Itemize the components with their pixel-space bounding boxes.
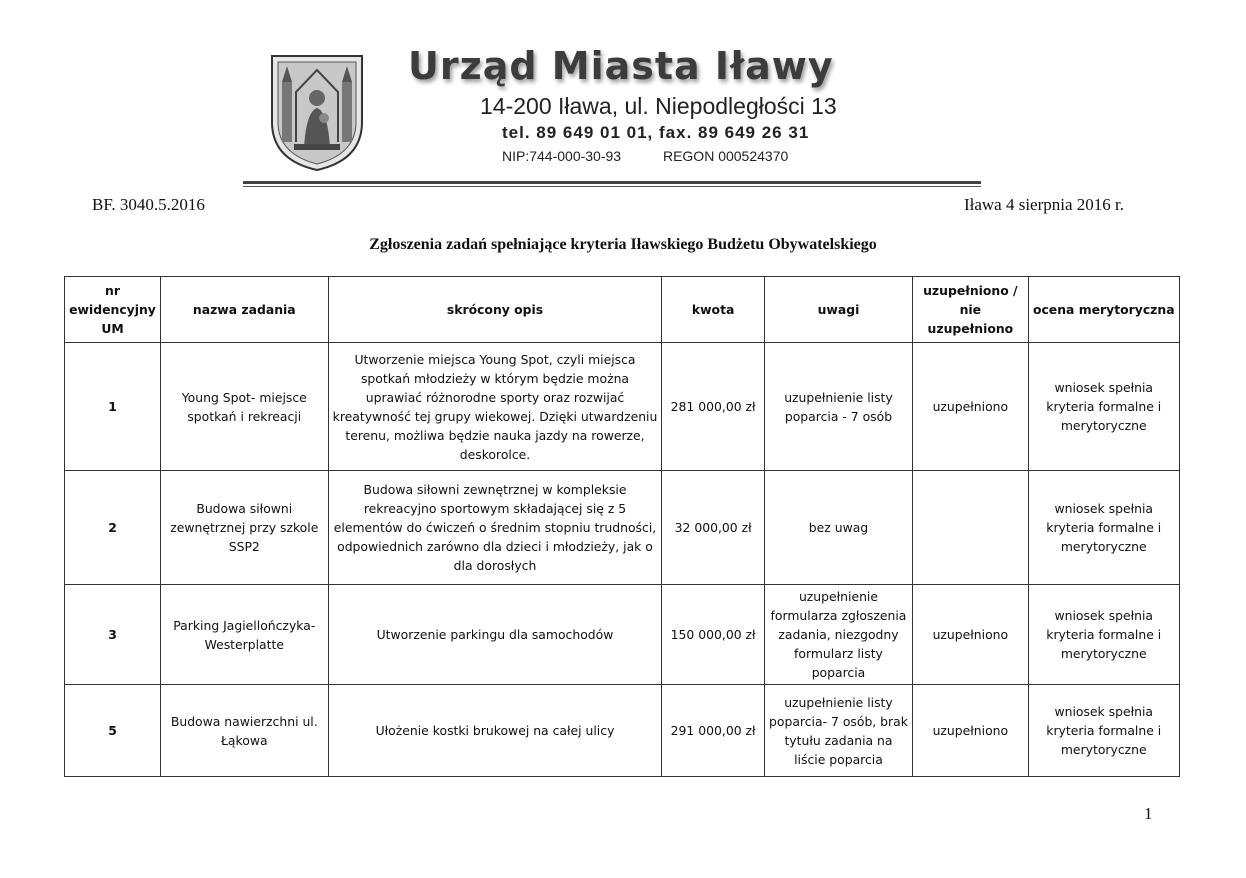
organization-address: 14-200 Iława, ul. Niepodległości 13 bbox=[480, 93, 837, 119]
column-header-amount: kwota bbox=[662, 277, 764, 343]
cell-nr: 1 bbox=[65, 343, 161, 471]
document-date: Iława 4 sierpnia 2016 r. bbox=[963, 195, 1124, 214]
cell-status: uzupełniono bbox=[913, 685, 1028, 777]
tasks-table bbox=[64, 276, 1180, 777]
table-row bbox=[65, 585, 1180, 685]
column-header-remarks: uwagi bbox=[764, 277, 912, 343]
cell-task-name: Budowa nawierzchni ul. Łąkowa bbox=[161, 685, 328, 777]
organization-ids bbox=[502, 148, 788, 164]
cell-task-name: Budowa siłowni zewnętrznej przy szkole SSP2 bbox=[161, 471, 328, 585]
cell-amount: 150 000,00 zł bbox=[662, 585, 764, 685]
cell-evaluation: wniosek spełnia kryteria formalne i merytoryczne bbox=[1028, 685, 1179, 777]
cell-remarks: uzupełnienie listy poparcia - 7 osób bbox=[764, 343, 912, 471]
city-crest-logo bbox=[268, 52, 366, 172]
letterhead-divider bbox=[243, 181, 981, 184]
cell-nr: 2 bbox=[65, 471, 161, 585]
cell-status: uzupełniono bbox=[913, 343, 1028, 471]
cell-description: Ułożenie kostki brukowej na całej ulicy bbox=[328, 685, 662, 777]
cell-task-name: Young Spot- miejsce spotkań i rekreacji bbox=[161, 343, 328, 471]
cell-nr: 5 bbox=[65, 685, 161, 777]
cell-evaluation: wniosek spełnia kryteria formalne i merytoryczne bbox=[1028, 343, 1179, 471]
document-reference: BF. 3040.5.2016 bbox=[92, 195, 205, 214]
regon-number: REGON 000524370 bbox=[662, 148, 789, 164]
cell-status bbox=[913, 471, 1028, 585]
cell-remarks: bez uwag bbox=[764, 471, 912, 585]
cell-status: uzupełniono bbox=[913, 585, 1028, 685]
cell-nr: 3 bbox=[65, 585, 161, 685]
table-row bbox=[65, 685, 1180, 777]
organization-phone-fax: tel. 89 649 01 01, fax. 89 649 26 31 bbox=[502, 123, 810, 142]
column-header-description: skrócony opis bbox=[328, 277, 662, 343]
cell-task-name: Parking Jagiellończyka- Westerplatte bbox=[161, 585, 328, 685]
organization-name: Urząd Miasta Iławy bbox=[408, 44, 834, 88]
column-header-evaluation: ocena merytoryczna bbox=[1028, 277, 1179, 343]
cell-description: Budowa siłowni zewnętrznej w kompleksie rekreacyjno sportowym składającej się z 5 elementów do ćwiczeń o średnim stopniu trudności, odpowiednich zarówno dla dzieci i młodzieży, jak o dla dorosłych bbox=[328, 471, 662, 585]
letterhead-divider-thin bbox=[243, 186, 981, 187]
cell-description: Utworzenie miejsca Young Spot, czyli miejsca spotkań młodzieży w którym będzie można uprawiać różnorodne sporty oraz rozwijać kreatywność tej grupy wiekowej. Dzięki utwardzeniu terenu, możliwa będzie nauka jazdy na rowerze, deskorolce. bbox=[328, 343, 662, 471]
cell-remarks: uzupełnienie formularza zgłoszenia zadania, niezgodny formularz listy poparcia bbox=[764, 585, 912, 685]
document-title: Zgłoszenia zadań spełniające kryteria Iławskiego Budżetu Obywatelskiego bbox=[369, 236, 877, 253]
cell-evaluation: wniosek spełnia kryteria formalne i merytoryczne bbox=[1028, 585, 1179, 685]
cell-amount: 281 000,00 zł bbox=[662, 343, 764, 471]
column-header-nr: nr ewidencyjny UM bbox=[65, 277, 161, 343]
cell-evaluation: wniosek spełnia kryteria formalne i merytoryczne bbox=[1028, 471, 1179, 585]
cell-remarks: uzupełnienie listy poparcia- 7 osób, brak tytułu zadania na liście poparcia bbox=[764, 685, 912, 777]
cell-amount: 291 000,00 zł bbox=[662, 685, 764, 777]
nip-number: NIP:744-000-30-93 bbox=[502, 148, 622, 164]
page-number: 1 bbox=[1144, 804, 1153, 823]
cell-amount: 32 000,00 zł bbox=[662, 471, 764, 585]
table-header-row bbox=[65, 277, 1180, 343]
table-row bbox=[65, 471, 1180, 585]
column-header-name: nazwa zadania bbox=[161, 277, 328, 343]
column-header-status: uzupełniono / nie uzupełniono bbox=[913, 277, 1028, 343]
table-row bbox=[65, 343, 1180, 471]
cell-description: Utworzenie parkingu dla samochodów bbox=[328, 585, 662, 685]
